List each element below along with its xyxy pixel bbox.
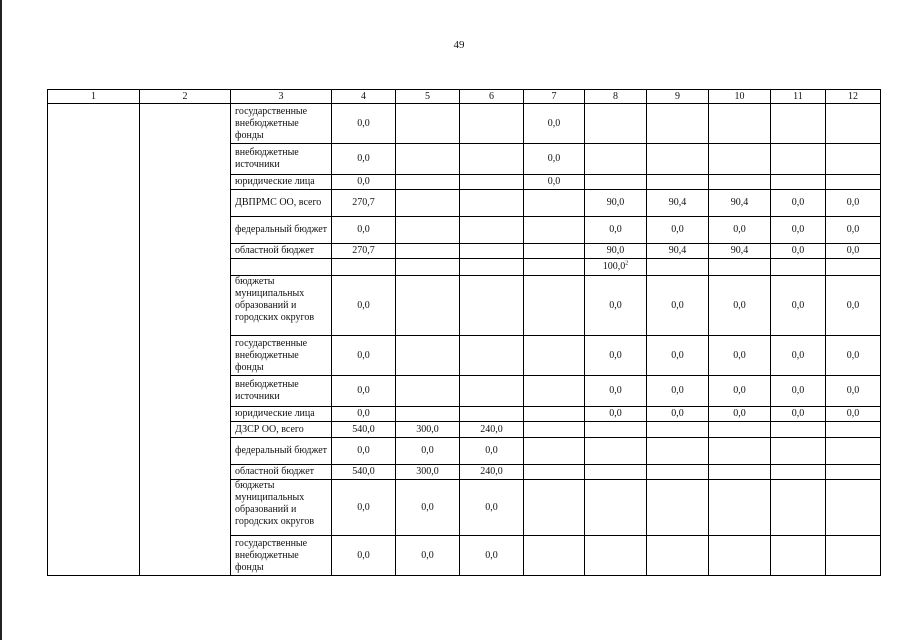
value-cell: 0,0 <box>709 336 771 376</box>
table-row <box>48 217 881 244</box>
column-header: 7 <box>524 90 585 104</box>
value-cell <box>524 336 585 376</box>
value-cell <box>396 259 460 276</box>
value-cell: 0,0 <box>647 376 709 407</box>
cell-col1 <box>48 407 140 422</box>
value-cell: 0,0 <box>826 276 881 336</box>
value-cell <box>647 175 709 190</box>
table-row <box>48 244 881 259</box>
table-row <box>48 104 881 144</box>
value-cell <box>585 175 647 190</box>
table-row <box>48 536 881 576</box>
value-cell: 300,0 <box>396 465 460 480</box>
cell-col2 <box>140 190 231 217</box>
value-cell: 0,0 <box>647 336 709 376</box>
value-cell <box>709 480 771 536</box>
row-label: областной бюджет <box>231 465 332 480</box>
value-cell <box>396 407 460 422</box>
value-cell <box>826 175 881 190</box>
value-cell <box>585 536 647 576</box>
value-cell <box>709 175 771 190</box>
value-cell <box>826 259 881 276</box>
value-cell <box>647 422 709 438</box>
value-cell <box>826 144 881 175</box>
value-cell: 0,0 <box>826 336 881 376</box>
value-cell <box>826 438 881 465</box>
value-cell: 0,0 <box>709 376 771 407</box>
column-header: 9 <box>647 90 709 104</box>
cell-col2 <box>140 276 231 336</box>
value-cell: 240,0 <box>460 422 524 438</box>
value-cell: 90,4 <box>709 190 771 217</box>
value-cell: 0,0 <box>396 480 460 536</box>
value-cell: 0,0 <box>585 276 647 336</box>
value-cell <box>524 259 585 276</box>
value-cell <box>709 144 771 175</box>
value-cell: 0,0 <box>771 244 826 259</box>
value-cell: 0,0 <box>524 104 585 144</box>
value-cell: 0,0 <box>332 104 396 144</box>
column-header: 5 <box>396 90 460 104</box>
cell-col1 <box>48 376 140 407</box>
cell-col2 <box>140 407 231 422</box>
row-label: государственные внебюджетные фонды <box>231 536 332 576</box>
cell-col2 <box>140 244 231 259</box>
value-cell: 270,7 <box>332 190 396 217</box>
value-cell <box>647 536 709 576</box>
page-left-border <box>0 0 2 640</box>
column-header: 10 <box>709 90 771 104</box>
value-cell: 0,0 <box>332 276 396 336</box>
value-cell <box>524 465 585 480</box>
value-cell <box>460 217 524 244</box>
row-label: ДЗСР ОО, всего <box>231 422 332 438</box>
value-cell <box>460 104 524 144</box>
value-cell: 0,0 <box>647 276 709 336</box>
value-cell <box>771 422 826 438</box>
value-cell: 0,0 <box>460 480 524 536</box>
value-cell <box>460 175 524 190</box>
value-cell <box>647 465 709 480</box>
cell-col1 <box>48 276 140 336</box>
table-row <box>48 144 881 175</box>
value-cell <box>524 536 585 576</box>
value-cell <box>709 422 771 438</box>
row-label: юридические лица <box>231 407 332 422</box>
cell-col2 <box>140 175 231 190</box>
value-cell <box>396 336 460 376</box>
table-row <box>48 276 881 336</box>
value-cell <box>585 259 647 276</box>
row-label: ДВПРМС ОО, всего <box>231 190 332 217</box>
value-cell <box>460 336 524 376</box>
value-cell: 90,0 <box>585 244 647 259</box>
value-cell <box>460 376 524 407</box>
footnote-value: 100,0 <box>602 261 626 272</box>
value-cell <box>826 104 881 144</box>
value-cell: 0,0 <box>771 336 826 376</box>
value-cell: 0,0 <box>647 407 709 422</box>
table-row <box>48 336 881 376</box>
value-cell <box>332 259 396 276</box>
column-header: 1 <box>48 90 140 104</box>
cell-col1 <box>48 244 140 259</box>
cell-col1 <box>48 175 140 190</box>
value-cell <box>396 376 460 407</box>
cell-col2 <box>140 144 231 175</box>
value-cell: 90,4 <box>647 244 709 259</box>
page-number: 49 <box>453 39 465 51</box>
value-cell: 0,0 <box>771 276 826 336</box>
cell-col2 <box>140 259 231 276</box>
cell-col2 <box>140 480 231 536</box>
column-header: 6 <box>460 90 524 104</box>
value-cell <box>396 244 460 259</box>
row-label: областной бюджет <box>231 244 332 259</box>
value-cell <box>771 175 826 190</box>
value-cell <box>396 217 460 244</box>
table-row <box>48 465 881 480</box>
value-cell <box>647 104 709 144</box>
value-cell <box>585 422 647 438</box>
value-cell <box>647 438 709 465</box>
cell-col1 <box>48 190 140 217</box>
cell-col1 <box>48 104 140 144</box>
value-cell <box>524 438 585 465</box>
cell-col2 <box>140 376 231 407</box>
value-cell: 0,0 <box>826 376 881 407</box>
value-cell <box>396 144 460 175</box>
value-cell <box>826 422 881 438</box>
column-header: 2 <box>140 90 231 104</box>
cell-col1 <box>48 422 140 438</box>
value-cell: 0,0 <box>647 217 709 244</box>
value-cell <box>826 465 881 480</box>
value-cell: 0,0 <box>771 407 826 422</box>
value-cell <box>709 104 771 144</box>
value-cell <box>647 144 709 175</box>
value-cell <box>524 422 585 438</box>
value-cell <box>826 480 881 536</box>
value-cell <box>396 276 460 336</box>
value-cell: 0,0 <box>709 407 771 422</box>
value-cell: 90,0 <box>585 190 647 217</box>
value-cell <box>524 276 585 336</box>
value-cell <box>771 104 826 144</box>
value-cell: 0,0 <box>585 407 647 422</box>
value-cell: 0,0 <box>771 190 826 217</box>
row-label: государственные внебюджетные фонды <box>231 104 332 144</box>
cell-col2 <box>140 465 231 480</box>
value-cell: 0,0 <box>826 217 881 244</box>
table-row <box>48 438 881 465</box>
value-cell: 540,0 <box>332 465 396 480</box>
value-cell: 0,0 <box>585 376 647 407</box>
column-header: 12 <box>826 90 881 104</box>
cell-col1 <box>48 144 140 175</box>
row-label: государственные внебюджетные фонды <box>231 336 332 376</box>
table-header-row <box>48 90 881 104</box>
cell-col1 <box>48 438 140 465</box>
value-cell <box>647 480 709 536</box>
value-cell: 0,0 <box>332 217 396 244</box>
table-row <box>48 422 881 438</box>
budget-table <box>47 89 881 576</box>
value-cell <box>709 465 771 480</box>
cell-col1 <box>48 465 140 480</box>
row-label: юридические лица <box>231 175 332 190</box>
row-label: внебюджетные источники <box>231 144 332 175</box>
cell-col1 <box>48 536 140 576</box>
row-label: внебюджетные источники <box>231 376 332 407</box>
value-cell <box>460 407 524 422</box>
value-cell: 0,0 <box>771 376 826 407</box>
footnote-marker: 2 <box>625 260 629 267</box>
value-cell: 0,0 <box>396 438 460 465</box>
column-header: 8 <box>585 90 647 104</box>
cell-col1 <box>48 259 140 276</box>
value-cell <box>585 144 647 175</box>
value-cell <box>771 259 826 276</box>
value-cell <box>524 190 585 217</box>
column-header: 11 <box>771 90 826 104</box>
row-label: федеральный бюджет <box>231 217 332 244</box>
value-cell <box>771 465 826 480</box>
table-row <box>48 376 881 407</box>
value-cell: 0,0 <box>826 244 881 259</box>
value-cell <box>771 536 826 576</box>
value-cell: 0,0 <box>826 190 881 217</box>
value-cell: 0,0 <box>332 376 396 407</box>
value-cell <box>709 438 771 465</box>
value-cell <box>460 190 524 217</box>
value-cell: 0,0 <box>332 407 396 422</box>
table-row <box>48 480 881 536</box>
value-cell <box>585 465 647 480</box>
value-cell <box>396 190 460 217</box>
cell-col2 <box>140 336 231 376</box>
value-cell: 0,0 <box>771 217 826 244</box>
value-cell: 0,0 <box>396 536 460 576</box>
value-cell <box>524 376 585 407</box>
table-row <box>48 190 881 217</box>
table-row <box>48 175 881 190</box>
value-cell <box>709 259 771 276</box>
value-cell: 90,4 <box>709 244 771 259</box>
value-cell <box>585 438 647 465</box>
row-label: бюджеты муниципальных образований и городских округов <box>231 480 332 536</box>
value-cell: 0,0 <box>460 536 524 576</box>
table-row <box>48 407 881 422</box>
value-cell <box>771 480 826 536</box>
value-cell <box>396 175 460 190</box>
value-cell <box>460 144 524 175</box>
value-cell: 540,0 <box>332 422 396 438</box>
value-cell <box>709 536 771 576</box>
value-cell <box>771 438 826 465</box>
cell-col2 <box>140 536 231 576</box>
value-cell: 0,0 <box>332 336 396 376</box>
cell-col1 <box>48 480 140 536</box>
value-cell: 300,0 <box>396 422 460 438</box>
cell-col2 <box>140 104 231 144</box>
value-cell: 0,0 <box>585 336 647 376</box>
value-cell: 270,7 <box>332 244 396 259</box>
value-cell <box>460 259 524 276</box>
value-cell: 0,0 <box>332 536 396 576</box>
value-cell <box>524 244 585 259</box>
row-label: бюджеты муниципальных образований и городских округов <box>231 276 332 336</box>
value-cell <box>460 244 524 259</box>
value-cell <box>460 276 524 336</box>
value-cell <box>771 144 826 175</box>
value-cell <box>396 104 460 144</box>
row-label: федеральный бюджет <box>231 438 332 465</box>
value-cell: 0,0 <box>826 407 881 422</box>
value-cell: 0,0 <box>524 144 585 175</box>
value-cell <box>524 407 585 422</box>
row-label <box>231 259 332 276</box>
cell-col1 <box>48 217 140 244</box>
cell-col2 <box>140 438 231 465</box>
column-header: 4 <box>332 90 396 104</box>
table-row <box>48 259 881 276</box>
value-cell: 0,0 <box>332 480 396 536</box>
column-header: 3 <box>231 90 332 104</box>
value-cell <box>524 480 585 536</box>
value-cell: 240,0 <box>460 465 524 480</box>
value-cell: 0,0 <box>332 144 396 175</box>
value-cell: 0,0 <box>460 438 524 465</box>
value-cell <box>647 259 709 276</box>
value-cell: 0,0 <box>524 175 585 190</box>
value-cell <box>585 480 647 536</box>
value-cell <box>524 217 585 244</box>
value-cell: 0,0 <box>332 175 396 190</box>
value-cell: 0,0 <box>709 217 771 244</box>
value-cell <box>585 104 647 144</box>
value-cell: 0,0 <box>332 438 396 465</box>
cell-col1 <box>48 336 140 376</box>
value-cell: 0,0 <box>709 276 771 336</box>
value-cell <box>826 536 881 576</box>
cell-col2 <box>140 422 231 438</box>
cell-col2 <box>140 217 231 244</box>
value-cell: 0,0 <box>585 217 647 244</box>
value-cell: 90,4 <box>647 190 709 217</box>
